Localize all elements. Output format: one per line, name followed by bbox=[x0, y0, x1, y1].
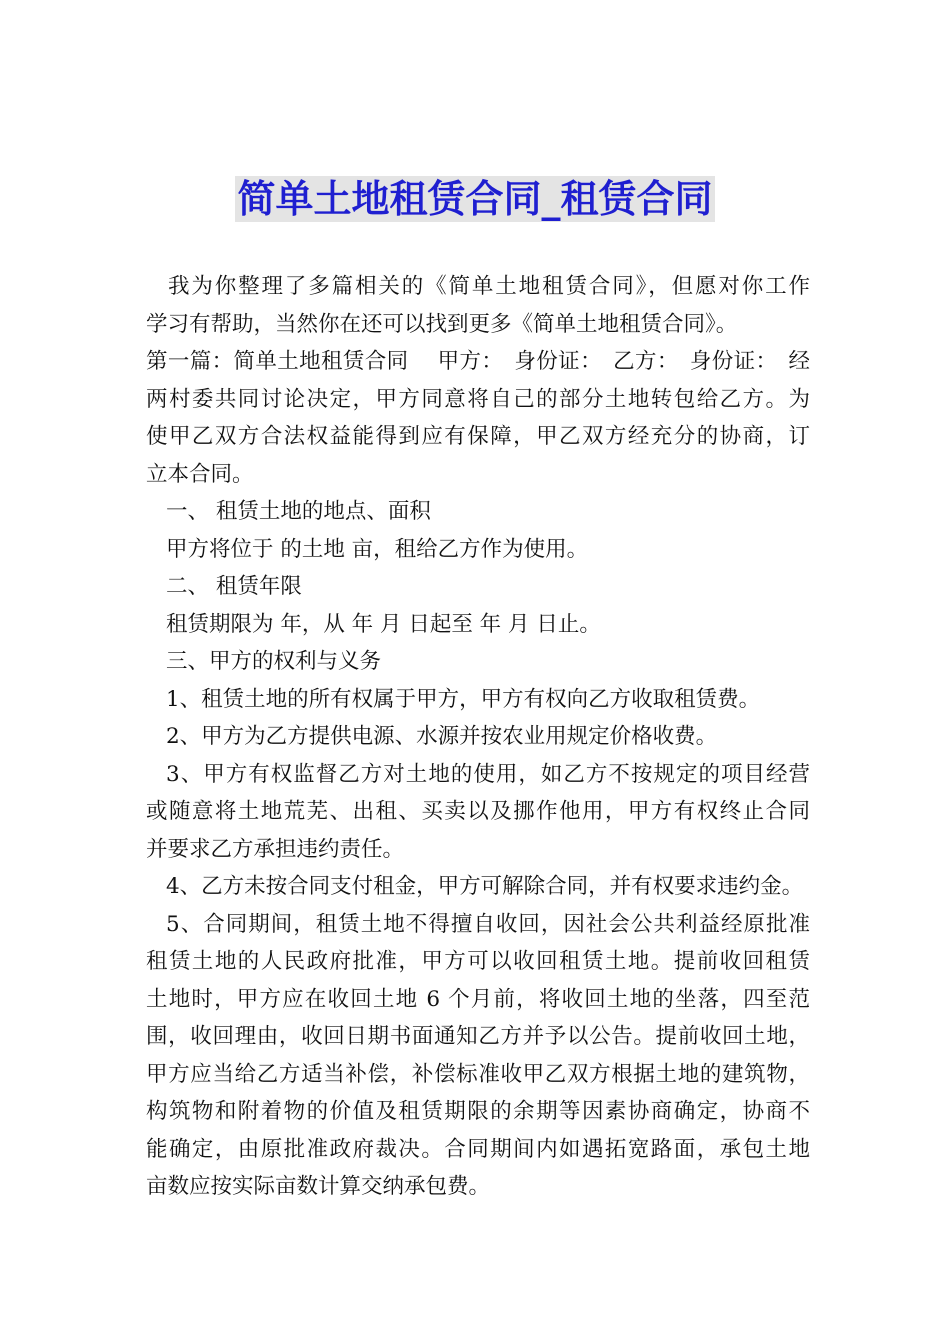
paragraph-line: 土地时，甲方应在收回土地 6 个月前，将收回土地的坐落，四至范 bbox=[146, 986, 810, 1012]
paragraph-line: 三、甲方的权利与义务 bbox=[166, 649, 382, 674]
paragraph-line: 亩数应按实际亩数计算交纳承包费。 bbox=[146, 1174, 491, 1199]
document-title: 简单土地租赁合同_租赁合同 bbox=[237, 177, 713, 221]
paragraph-line: 甲方应当给乙方适当补偿，补偿标准收甲乙双方根据土地的建筑物， bbox=[146, 1061, 810, 1087]
title-container bbox=[0, 176, 950, 222]
paragraph-line: 构筑物和附着物的价值及租赁期限的余期等因素协商确定，协商不 bbox=[146, 1099, 810, 1124]
paragraph-line: 立本合同。 bbox=[146, 461, 254, 487]
paragraph-line: 1、租赁土地的所有权属于甲方，甲方有权向乙方收取租赁费。 bbox=[166, 686, 761, 712]
paragraph-line: 2、甲方为乙方提供电源、水源并按农业用规定价格收费。 bbox=[166, 724, 718, 749]
paragraph-line: 学习有帮助，当然你在还可以找到更多《简单土地租赁合同》。 bbox=[146, 311, 738, 337]
paragraph-line: 两村委共同讨论决定，甲方同意将自己的部分土地转包给乙方。为 bbox=[146, 386, 810, 412]
paragraph-line: 并要求乙方承担违约责任。 bbox=[146, 836, 405, 862]
paragraph-line: 一、 租赁土地的地点、面积 bbox=[166, 499, 431, 524]
paragraph-line: 租赁期限为 年，从 年 月 日起至 年 月 日止。 bbox=[166, 611, 601, 637]
paragraph-line: 5、合同期间，租赁土地不得擅自收回，因社会公共利益经原批准 bbox=[166, 911, 810, 937]
paragraph-line: 3、甲方有权监督乙方对土地的使用，如乙方不按规定的项目经营 bbox=[166, 761, 810, 787]
paragraph-line: 围，收回理由，收回日期书面通知乙方并予以公告。提前收回土地， bbox=[146, 1024, 810, 1049]
document-body bbox=[146, 268, 810, 1206]
paragraph-line: 使甲乙双方合法权益能得到应有保障，甲乙双方经充分的协商，订 bbox=[146, 424, 810, 449]
paragraph-line: 能确定，由原批准政府裁决。合同期间内如遇拓宽路面，承包土地 bbox=[146, 1136, 810, 1162]
paragraph-line: 或随意将土地荒芜、出租、买卖以及挪作他用，甲方有权终止合同 bbox=[146, 799, 810, 824]
paragraph-line: 甲方将位于 的土地 亩，租给乙方作为使用。 bbox=[166, 536, 589, 562]
paragraph-line: 第一篇：简单土地租赁合同 甲方： 身份证： 乙方： 身份证： 经 bbox=[146, 349, 810, 374]
paragraph-line: 4、乙方未按合同支付租金，甲方可解除合同，并有权要求违约金。 bbox=[166, 874, 804, 899]
paragraph-line: 二、 租赁年限 bbox=[166, 574, 302, 599]
paragraph-line: 租赁土地的人民政府批准，甲方可以收回租赁土地。提前收回租赁 bbox=[146, 949, 810, 974]
paragraph-line: 我为你整理了多篇相关的《简单土地租赁合同》，但愿对你工作 bbox=[168, 274, 810, 299]
